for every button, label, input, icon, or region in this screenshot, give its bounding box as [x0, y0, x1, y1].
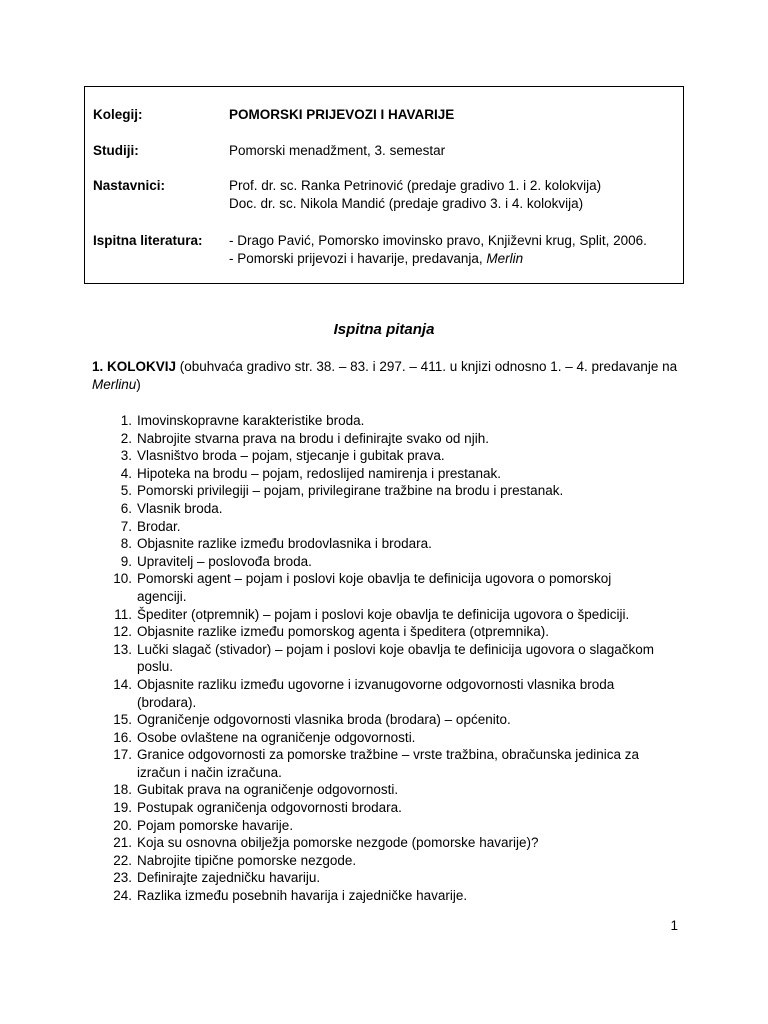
list-item-text: Granice odgovornosti za pomorske tražbine – vrste tražbina, obračunska jedinica za	[137, 747, 640, 763]
colloquium-intro	[92, 358, 692, 394]
literature-line: - Drago Pavić, Pomorsko imovinsko pravo, Književni krug, Split, 2006.	[229, 233, 647, 248]
list-item-number: 10.	[113, 571, 132, 587]
list-item-text: Brodar.	[137, 518, 181, 534]
list-item-text: Razlika između posebnih havarija i zajedničke havarije.	[137, 888, 468, 904]
list-item-text: Objasnite razliku između ugovorne i izvanugovorne odgovornosti vlasnika broda	[137, 676, 615, 692]
list-item-number: 17.	[113, 747, 132, 763]
list-item-number: 1.	[120, 413, 132, 428]
list-item-text: Nabrojite tipične pomorske nezgode.	[137, 852, 357, 868]
list-item-text: Nabrojite stvarna prava na brodu i definirajte svako od njih.	[137, 430, 489, 446]
colloquium-tail: )	[136, 377, 141, 392]
list-item	[92, 623, 692, 641]
list-item	[92, 518, 692, 536]
list-item-number: 12.	[113, 624, 132, 640]
list-item-number: 2.	[120, 430, 132, 446]
list-item	[92, 887, 692, 905]
list-item-text: poslu.	[137, 659, 174, 675]
list-item	[92, 729, 692, 747]
list-item-number: 9.	[120, 553, 132, 569]
list-item	[92, 746, 692, 781]
list-item-number: 16.	[113, 729, 132, 745]
list-item-text: Osobe ovlaštene na ograničenje odgovornosti.	[137, 729, 416, 745]
literature-values	[229, 232, 647, 268]
list-item-number: 11.	[114, 606, 132, 622]
list-item	[92, 817, 692, 835]
list-item	[92, 500, 692, 518]
list-item	[92, 447, 692, 465]
course-info-box	[84, 86, 684, 284]
list-item-text: Upravitelj – poslovođa broda.	[137, 553, 312, 569]
list-item-text: Imovinskopravne karakteristike broda.	[137, 413, 365, 428]
list-item-text: Postupak ograničenja odgovornosti brodara.	[137, 800, 402, 816]
list-item	[92, 430, 692, 448]
list-item-text: Pomorski agent – pojam i poslovi koje obavlja te definicija ugovora o pomorskoj	[137, 571, 612, 587]
list-item-number: 22.	[113, 852, 132, 868]
list-item-text: Špediter (otpremnik) – pojam i poslovi koje obavlja te definicija ugovora o špediciji.	[137, 606, 630, 622]
colloquium-emphasis: Merlinu	[92, 377, 137, 392]
teacher-line: Prof. dr. sc. Ranka Petrinović (predaje gradivo 1. i 2. kolokvija)	[229, 178, 602, 193]
list-item	[92, 553, 692, 571]
list-item	[92, 869, 692, 887]
list-item	[92, 606, 692, 624]
literature-label: Ispitna literatura:	[93, 233, 203, 248]
list-item-number: 8.	[120, 536, 132, 552]
list-item	[92, 535, 692, 553]
list-item-text: Pojam pomorske havarije.	[137, 817, 294, 833]
list-item	[92, 641, 692, 676]
list-item-text: Vlasništvo broda – pojam, stjecanje i gubitak prava.	[137, 448, 445, 464]
teacher-line: Doc. dr. sc. Nikola Mandić (predaje gradivo 3. i 4. kolokvija)	[229, 196, 584, 211]
list-item-number: 15.	[113, 712, 132, 728]
list-item-text: agenciji.	[137, 588, 187, 604]
page-number: 1	[670, 918, 678, 933]
literature-line-emphasis: Merlin	[486, 251, 524, 266]
list-item-text: izračun i način izračuna.	[137, 764, 282, 780]
list-item-text: Gubitak prava na ograničenje odgovornosti.	[137, 782, 399, 798]
list-item-number: 21.	[113, 835, 132, 851]
list-item	[92, 711, 692, 729]
list-item	[92, 781, 692, 799]
list-item-text: Objasnite razlike između brodovlasnika i brodara.	[137, 536, 432, 552]
colloquium-description: (obuhvaća gradivo str. 38. – 83. i 297. – 411. u knjizi odnosno 1. – 4. predavanje na	[176, 359, 678, 374]
teachers-values	[229, 177, 601, 213]
list-item-number: 6.	[120, 500, 132, 516]
question-list	[92, 412, 692, 905]
list-item-text: Koja su osnovna obilježja pomorske nezgode (pomorske havarije)?	[137, 835, 539, 851]
list-item	[92, 676, 692, 711]
list-item	[92, 482, 692, 500]
list-item-text: Objasnite razlike između pomorskog agenta i špeditera (otpremnika).	[137, 624, 549, 640]
list-item-number: 19.	[113, 800, 132, 816]
studies-value: Pomorski menadžment, 3. semestar	[229, 143, 446, 158]
list-item-number: 14.	[113, 676, 132, 692]
list-item-number: 23.	[113, 870, 132, 886]
colloquium-heading: 1. KOLOKVIJ	[92, 359, 177, 374]
list-item-text: (brodara).	[137, 694, 197, 710]
list-item-text: Vlasnik broda.	[137, 500, 223, 516]
literature-line	[229, 250, 647, 268]
list-item-text: Hipoteka na brodu – pojam, redoslijed namirenja i prestanak.	[137, 465, 501, 481]
list-item	[92, 852, 692, 870]
list-item-number: 7.	[120, 518, 132, 534]
course-value: POMORSKI PRIJEVOZI I HAVARIJE	[229, 107, 455, 122]
literature-line-text: - Pomorski prijevozi i havarije, predavanja,	[229, 251, 487, 266]
list-item-number: 13.	[113, 641, 132, 657]
list-item-number: 24.	[113, 888, 132, 904]
list-item	[92, 799, 692, 817]
list-item	[92, 465, 692, 483]
list-item-number: 4.	[120, 465, 132, 481]
course-label: Kolegij:	[93, 107, 143, 122]
list-item-number: 5.	[120, 483, 132, 499]
list-item	[92, 570, 692, 605]
list-item-number: 3.	[120, 448, 132, 464]
list-item-text: Ograničenje odgovornosti vlasnika broda (brodara) – općenito.	[137, 712, 511, 728]
teachers-label: Nastavnici:	[93, 178, 166, 193]
list-item-text: Pomorski privilegiji – pojam, privilegirane tražbine na brodu i prestanak.	[137, 483, 564, 499]
studies-label: Studiji:	[93, 143, 139, 158]
list-item-text: Lučki slagač (stivador) – pojam i poslovi koje obavlja te definicija ugovora o slagačkom	[137, 641, 655, 657]
list-item	[92, 834, 692, 852]
list-item-number: 20.	[113, 817, 132, 833]
section-title: Ispitna pitanja	[333, 321, 435, 338]
list-item	[92, 412, 692, 430]
list-item-number: 18.	[113, 782, 132, 798]
list-item-text: Definirajte zajedničku havariju.	[137, 870, 321, 886]
